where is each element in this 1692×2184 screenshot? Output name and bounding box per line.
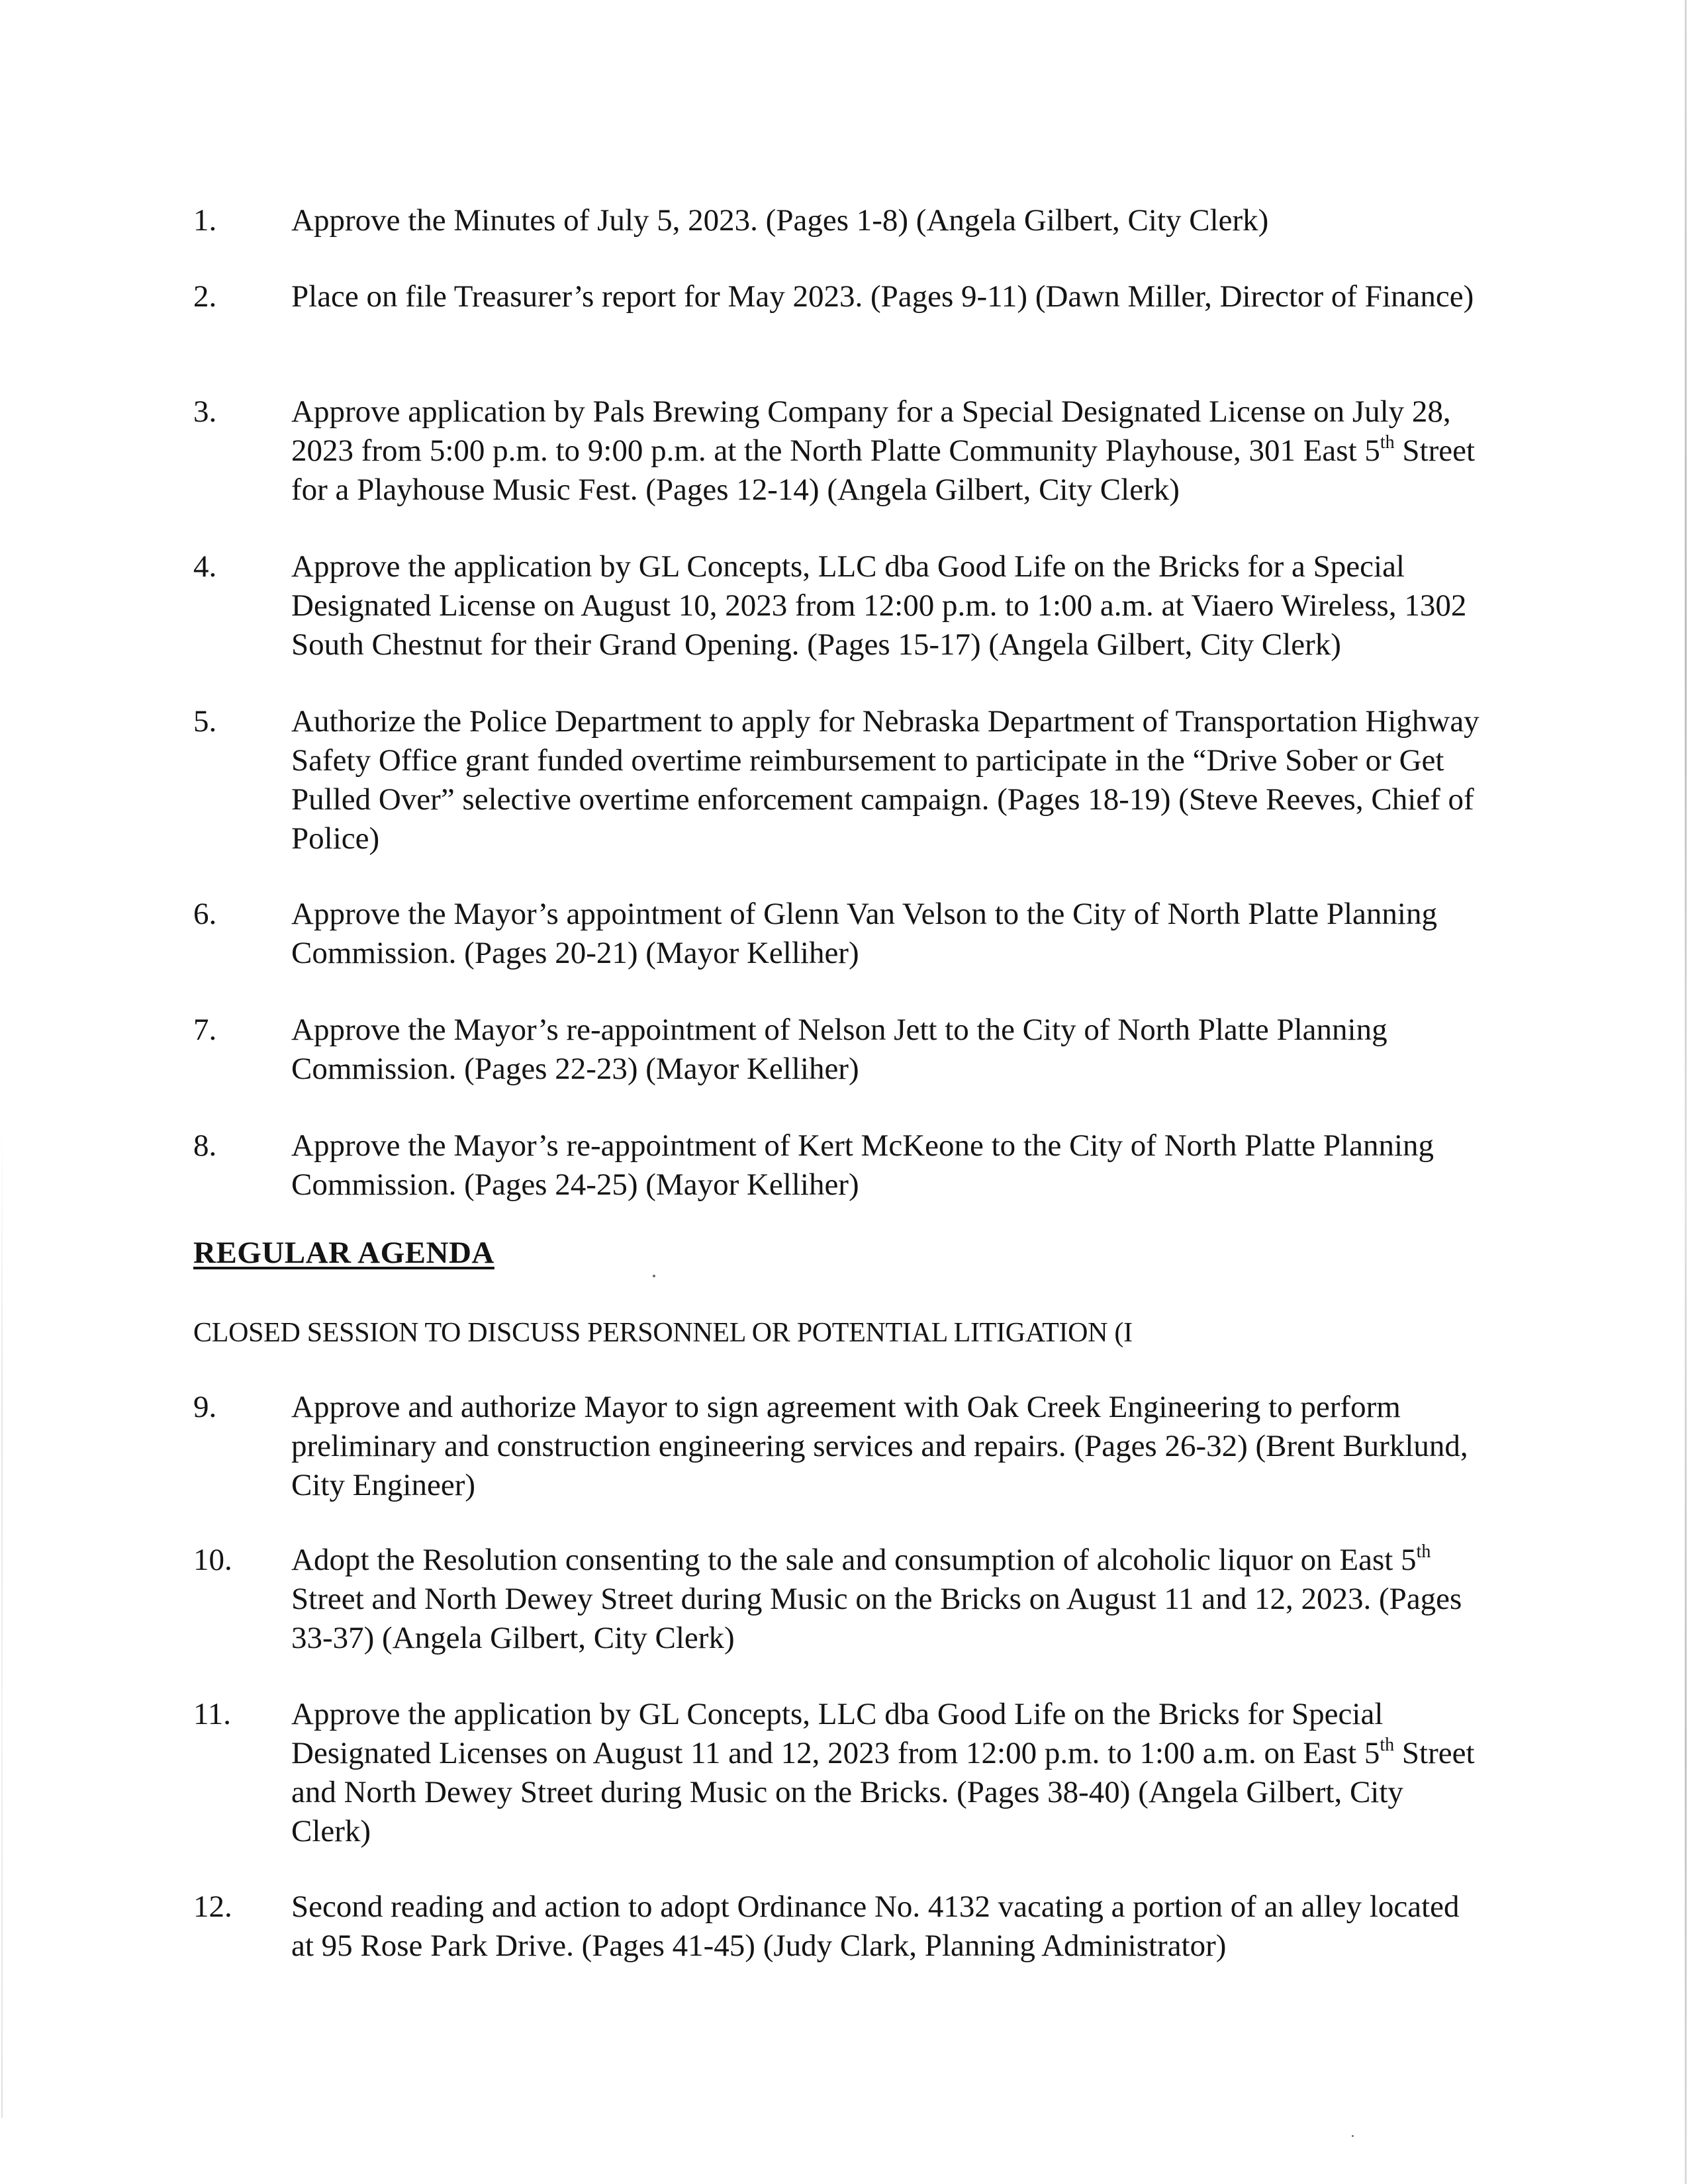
scan-edge-line (1685, 0, 1687, 2184)
item-number: 11. (193, 1697, 232, 1731)
item-number: 7. (193, 1013, 217, 1047)
ordinal-superscript: th (1380, 1735, 1395, 1756)
item-number: 3. (193, 394, 217, 429)
item-text: Approve and authorize Mayor to sign agreement with Oak Creek Engineering to perform preliminary and construction engineering services and repairs. (Pages 26-32) (Brent Burklund, City Engineer) (291, 1390, 1468, 1502)
item-text (291, 1695, 1489, 1851)
item-number: 12. (193, 1889, 232, 1924)
item-text-part-a: Approve the application by GL Concepts, LLC dba Good Life on the Bricks for Special Designated Licenses on August 11 and 12, 2023 from 12:00 p.m. to 1:00 a.m. on East 5 (291, 1697, 1391, 1770)
item-text-part-b: Street for a Playhouse Music Fest. (Pages 12-14) (Angela Gilbert, City Clerk) (291, 433, 1483, 507)
item-text-part-a: Approve application by Pals Brewing Company for a Special Designated License on July 28, 2023 from 5:00 p.m. to 9:00 p.m. at the North Platte Community Playhouse, 301 East 5 (291, 394, 1459, 468)
item-number: 5. (193, 704, 217, 739)
ordinal-superscript: th (1380, 432, 1395, 453)
item-text: Approve the application by GL Concepts, LLC dba Good Life on the Bricks for a Special Designated License on August 10, 2023 from 12:00 p.m. to 1:00 a.m. at Viaero Wireless, 1302 South Chestnut for their Grand Opening. (Pages 15-17) (Angela Gilbert, City Clerk) (291, 549, 1467, 662)
item-number: 2. (193, 279, 217, 314)
item-text-part-b: Street and North Dewey Street during Music on the Bricks. (Pages 38-40) (Angela Gilbert, City Clerk) (291, 1736, 1483, 1848)
ordinal-superscript: th (1416, 1541, 1431, 1563)
item-text: Approve the Mayor’s re-appointment of Kert McKeone to the City of North Platte Planning Commission. (Pages 24-25) (Mayor Kelliher) (291, 1128, 1434, 1202)
item-number: 8. (193, 1128, 217, 1163)
item-number: 6. (193, 897, 217, 931)
item-number: 1. (193, 203, 217, 238)
item-text: Place on file Treasurer’s report for May 2023. (Pages 9-11) (Dawn Miller, Director of Finance) (291, 279, 1474, 314)
item-text-part-a: Adopt the Resolution consenting to the sale and consumption of alcoholic liquor on East 5 (291, 1543, 1417, 1577)
scan-speck (653, 1275, 655, 1277)
item-text: Authorize the Police Department to apply for Nebraska Department of Transportation Highway Safety Office grant funded overtime reimbursement to participate in the “Drive Sober or Get Pulled Over” selective overtime enforcement campaign. (Pages 18-19) (Steve Reeves, Chief of Police) (291, 704, 1480, 856)
item-number: 4. (193, 549, 217, 584)
item-text: Approve the Minutes of July 5, 2023. (Pages 1-8) (Angela Gilbert, City Clerk) (291, 203, 1269, 238)
item-text: Second reading and action to adopt Ordinance No. 4132 vacating a portion of an alley located at 95 Rose Park Drive. (Pages 41-45) (Judy Clark, Planning Administrator) (291, 1889, 1460, 1963)
item-text: Approve the Mayor’s appointment of Glenn Van Velson to the City of North Platte Planning Commission. (Pages 20-21) (Mayor Kelliher) (291, 897, 1437, 970)
section-heading-regular-agenda: REGULAR AGENDA (193, 1236, 494, 1270)
item-text (291, 392, 1489, 510)
scan-speck (1352, 2135, 1354, 2137)
closed-session-line: CLOSED SESSION TO DISCUSS PERSONNEL OR POTENTIAL LITIGATION (I (193, 1318, 1133, 1348)
item-text (291, 1541, 1489, 1658)
item-number: 10. (193, 1543, 232, 1577)
item-text-part-b: Street and North Dewey Street during Music on the Bricks on August 11 and 12, 2023. (Pages 33-37) (Angela Gilbert, City Clerk) (291, 1543, 1470, 1655)
scan-edge-line-left (1, 1125, 3, 2118)
item-text: Approve the Mayor’s re-appointment of Nelson Jett to the City of North Platte Planning Commission. (Pages 22-23) (Mayor Kelliher) (291, 1013, 1387, 1086)
item-number: 9. (193, 1390, 217, 1424)
